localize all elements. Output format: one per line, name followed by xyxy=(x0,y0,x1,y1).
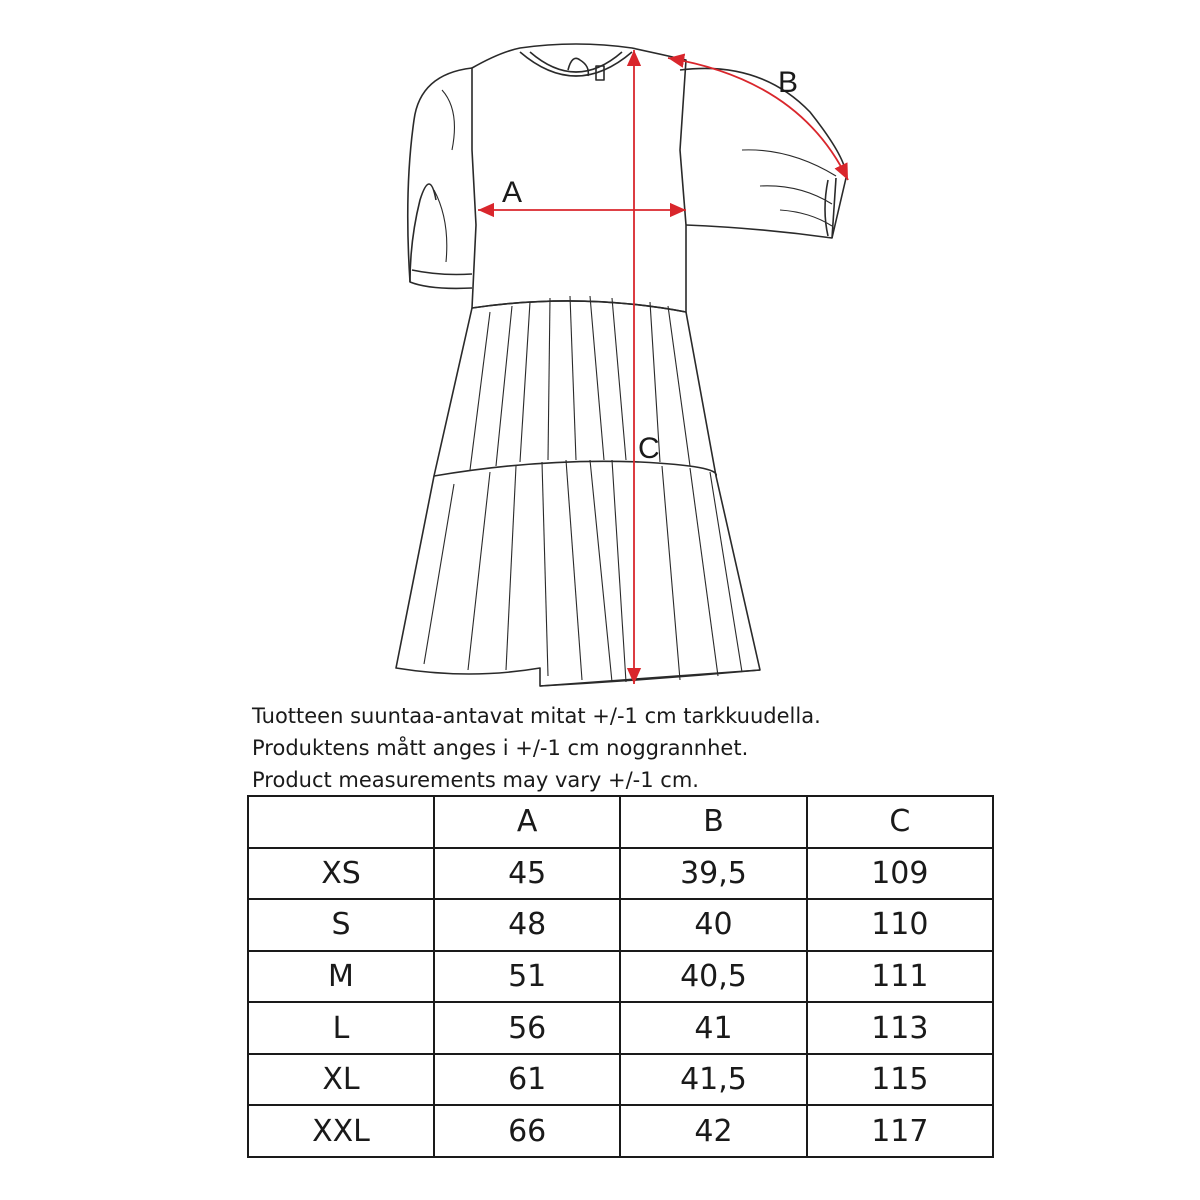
measurement-notes xyxy=(252,700,821,796)
dress-outline xyxy=(396,44,846,686)
size-cell: XL xyxy=(248,1054,434,1106)
value-cell: 111 xyxy=(807,951,993,1003)
value-cell: 56 xyxy=(434,1002,620,1054)
header-cell-c: C xyxy=(807,796,993,848)
table-row xyxy=(248,1054,993,1106)
note-swedish: Produktens mått anges i +/-1 cm noggrannhet. xyxy=(252,736,749,760)
label-a: A xyxy=(502,176,523,209)
note-finnish: Tuotteen suuntaa-antavat mitat +/-1 cm tarkkuudella. xyxy=(252,704,821,728)
label-b: B xyxy=(778,66,799,99)
value-cell: 113 xyxy=(807,1002,993,1054)
value-cell: 115 xyxy=(807,1054,993,1106)
size-cell: XXL xyxy=(248,1105,434,1157)
value-cell: 117 xyxy=(807,1105,993,1157)
header-cell xyxy=(248,796,434,848)
size-cell: XS xyxy=(248,848,434,900)
size-cell: M xyxy=(248,951,434,1003)
value-cell: 40,5 xyxy=(620,951,806,1003)
table-row xyxy=(248,899,993,951)
value-cell: 45 xyxy=(434,848,620,900)
size-cell: S xyxy=(248,899,434,951)
arrow-b xyxy=(668,58,848,180)
value-cell: 51 xyxy=(434,951,620,1003)
value-cell: 61 xyxy=(434,1054,620,1106)
value-cell: 41 xyxy=(620,1002,806,1054)
size-cell: L xyxy=(248,1002,434,1054)
table-row xyxy=(248,1105,993,1157)
value-cell: 110 xyxy=(807,899,993,951)
header-cell-a: A xyxy=(434,796,620,848)
label-c: C xyxy=(638,432,660,465)
note-english: Product measurements may vary +/-1 cm. xyxy=(252,768,699,792)
value-cell: 40 xyxy=(620,899,806,951)
table-header-row xyxy=(248,796,993,848)
header-cell-b: B xyxy=(620,796,806,848)
value-cell: 66 xyxy=(434,1105,620,1157)
value-cell: 48 xyxy=(434,899,620,951)
measurement-arrows xyxy=(478,50,848,684)
value-cell: 109 xyxy=(807,848,993,900)
table-row xyxy=(248,1002,993,1054)
value-cell: 42 xyxy=(620,1105,806,1157)
table-row xyxy=(248,951,993,1003)
size-chart-table xyxy=(247,795,994,1158)
value-cell: 41,5 xyxy=(620,1054,806,1106)
value-cell: 39,5 xyxy=(620,848,806,900)
gather-lines xyxy=(424,90,836,682)
table-row xyxy=(248,848,993,900)
